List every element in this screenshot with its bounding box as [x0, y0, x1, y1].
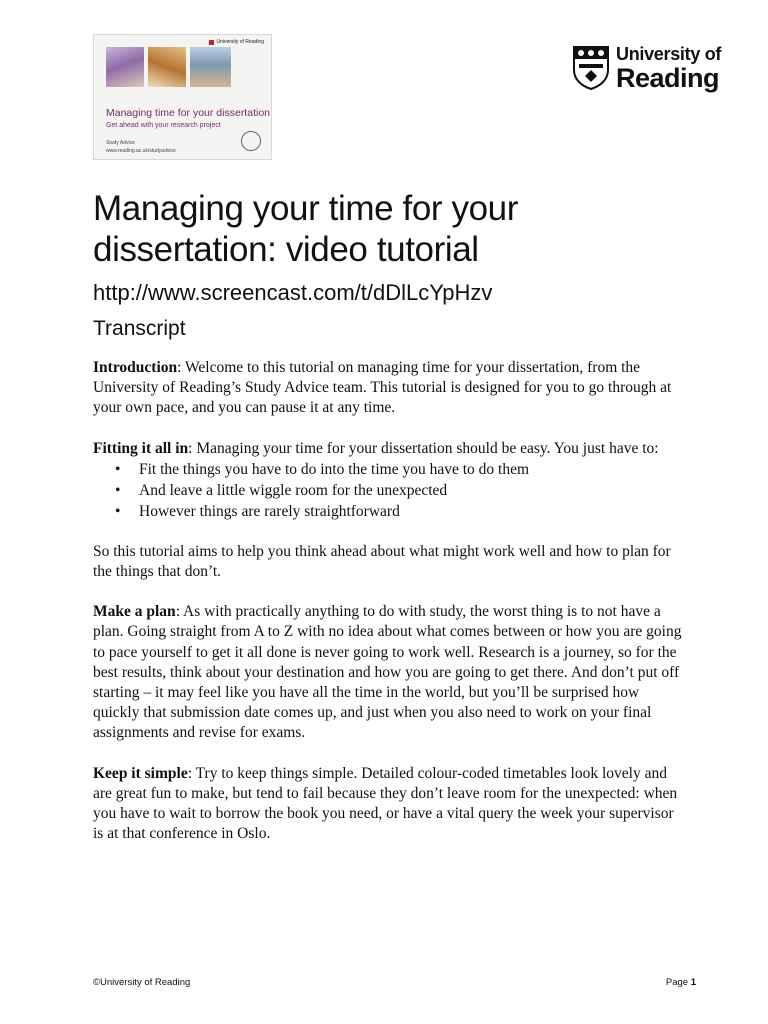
page-title: Managing your time for your dissertation: video tutorial: [93, 189, 518, 269]
university-logo: [573, 44, 723, 94]
simple-text: : Try to keep things simple. Detailed colour-coded timetables look lovely and are great fun to make, but tend to fail because they don’t leave room for the unexpected: when you have to wait to borrow the book you need, or have a vital query the week your supervisor is at that conference in Oslo.: [93, 764, 678, 843]
video-url-link[interactable]: http://www.screencast.com/t/dDlLcYpHzv: [93, 280, 493, 305]
footer-page-number: [666, 977, 696, 988]
plan-heading: Make a plan: [93, 603, 176, 621]
thumbnail-logo-mark: [209, 40, 214, 45]
fitting-paragraph: [93, 439, 683, 459]
plan-text: : As with practically anything to do with study, the worst thing is to not have a plan. Going straight from A to Z with no idea about what comes between or how you are going to pace yourself to get it all done is never going to work well. Research is a journey, so for the best results, think about your destination and how you are going to get there. And don’t put off starting – it may feel like you have all the time in the world, but you’ll be surprised how quickly that submission date comes up, and just when you also need to work on your final assignments and revise for exams.: [93, 603, 682, 742]
fitting-text: : Managing your time for your dissertation should be easy. You just have to:: [188, 439, 659, 457]
thumbnail-logo: [209, 40, 264, 45]
fitting-bullet-list: [93, 459, 683, 522]
thumbnail-footer-line1: Study Advice: [106, 140, 135, 146]
page-label: Page: [665, 977, 689, 988]
thumbnail-photo-3: [190, 47, 231, 87]
introduction-heading: Introduction: [93, 359, 178, 376]
document-body: [93, 188, 683, 844]
logo-line2: Reading: [616, 63, 720, 93]
plan-paragraph: [93, 602, 683, 743]
introduction-text: : Welcome to this tutorial on managing time for your dissertation, from the University of Reading’s Study Advice team. This tutorial is designed for you to go through at your own pace, and you can pause it at any time.: [93, 359, 672, 417]
list-item: • And leave a little wiggle room for the unexpected: [139, 480, 683, 501]
thumbnail-subtitle: Get ahead with your research project: [106, 122, 221, 129]
page-number: 1: [690, 977, 696, 988]
shield-icon: [573, 46, 609, 90]
thumbnail-photo-2: [148, 47, 186, 87]
list-item: • However things are rarely straightforward: [139, 501, 683, 522]
thumbnail-title: Managing time for your dissertation: [106, 107, 270, 119]
simple-heading: Keep it simple: [93, 764, 188, 782]
thumbnail-footer-line2: www.reading.ac.uk/studyadvice: [106, 148, 176, 154]
thumbnail-logo-text: University of Reading: [216, 39, 264, 45]
thumbnail-photos: [106, 47, 231, 87]
video-thumbnail: [93, 34, 272, 160]
thumbnail-photo-1: [106, 47, 144, 87]
list-item: • Fit the things you have to do into the time you have to do them: [139, 459, 683, 480]
university-logo-text: [616, 44, 721, 92]
logo-line1: University of: [616, 44, 722, 64]
aims-paragraph: So this tutorial aims to help you think ahead about what might work well and how to plan for the things that don’t.: [93, 542, 671, 581]
simple-paragraph: [93, 764, 683, 845]
introduction-paragraph: [93, 358, 683, 419]
footer-copyright: ©University of Reading: [93, 977, 191, 988]
transcript-heading: Transcript: [93, 317, 186, 340]
fitting-heading: Fitting it all in: [93, 439, 189, 457]
thumbnail-seal-icon: [241, 131, 261, 151]
